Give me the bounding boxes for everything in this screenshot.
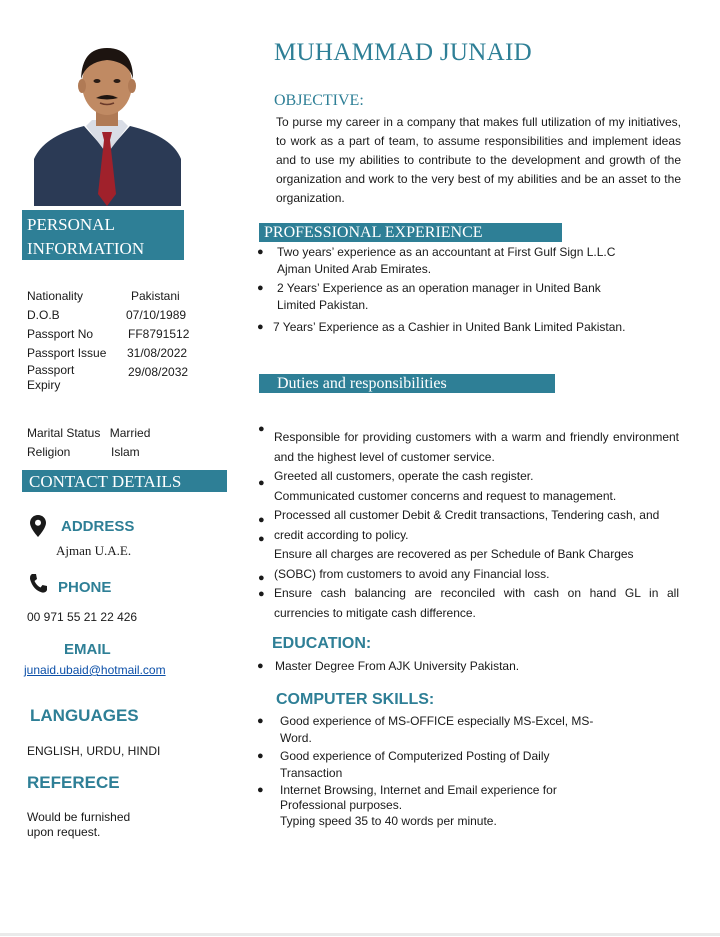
info-label: Passport No [27,327,94,341]
languages-value: ENGLISH, URDU, HINDI [27,744,161,758]
skills-list [257,713,677,830]
computer-skills-heading: COMPUTER SKILLS: [276,691,435,708]
list-item: Ensure cash balancing are reconciled with cash on hand GL in all currencies to mitigate cash difference. [274,586,679,620]
religion-label: Religion [27,445,71,459]
email-label: EMAIL [64,641,111,658]
info-value: 31/08/2022 [127,346,188,360]
marital-status-row [27,424,150,443]
profile-photo [34,34,181,206]
education-heading: EDUCATION: [272,635,372,652]
info-row [27,306,207,325]
contact-details-heading: CONTACT DETAILS [22,470,227,492]
professional-experience-heading: PROFESSIONAL EXPERIENCE [259,223,562,242]
marital-status-value: Married [109,426,151,440]
list-item: ● Master Degree From AJK University Pakistan. [257,659,520,673]
religion-row [27,443,207,462]
info-value: FF8791512 [128,327,190,341]
list-item: ● Two years’ experience as an accountant at First Gulf Sign L.L.C Ajman United Arab Emirates. [257,245,616,276]
email-link[interactable]: junaid.ubaid@hotmail.com [24,663,166,677]
reference-value: Would be furnished upon request. [27,810,131,839]
info-label: Passport Expiry [27,363,75,392]
list-item: ● Good experience of Computerized Posting of Daily Transaction [257,749,550,780]
experience-list [257,244,657,336]
languages-heading: LANGUAGES [30,706,139,725]
list-item: Greeted all customers, operate the cash register. [274,469,534,483]
address-label: ADDRESS [61,518,135,535]
personal-info-heading: PERSONAL INFORMATION [22,210,184,260]
info-row [27,363,207,393]
info-row [27,344,207,363]
info-value: 29/08/2032 [128,365,189,379]
phone-value: 00 971 55 21 22 426 [27,610,138,624]
page-edge [0,933,720,936]
list-item: Typing speed 35 to 40 words per minute. [280,814,497,828]
education-list [257,658,677,675]
list-item: ● 2 Years’ Experience as an operation manager in United Bank Limited Pakistan. [257,281,601,312]
info-value: Pakistani [131,289,180,303]
phone-label: PHONE [58,579,112,596]
list-item: Processed all customer Debit & Credit transactions, Tendering cash, and credit according to policy. [274,508,660,542]
marital-status-label: Marital Status [27,426,101,440]
info-value: 07/10/1989 [126,308,187,322]
list-item: ● 7 Years’ Experience as a Cashier in United Bank Limited Pakistan. [257,320,626,334]
candidate-name: MUHAMMAD JUNAID [274,39,532,66]
info-row [27,325,207,344]
list-item: Ensure all charges are recovered as per Schedule of Bank Charges (SOBC) from customers to avoid any Financial loss. [274,547,634,581]
info-label: Passport Issue [27,346,107,360]
duties-list: ● ● ● ● ● ● Responsible for providing customers with a warm and friendly environment and the highest level of customer service. Greeted all customers, operate the cash register. Communicated customer concerns and request to management. Processed all customer Debit & Credit transactions, Tendering cash, and credit according to policy. Ensure all charges are recovered as per Schedule of Bank Charges (SOBC) from customers to avoid any Financial loss. Ensure cash balancing are reconciled with cash on hand GL in all currencies to mitigate cash difference. [257,418,679,623]
objective-heading: OBJECTIVE: [274,92,364,109]
reference-heading: REFERECE [27,773,120,792]
phone-icon [29,573,47,593]
list-item: ● Good experience of MS-OFFICE especially MS-Excel, MS-Word. [257,714,594,745]
religion-value: Islam [111,445,140,459]
info-row [27,287,207,306]
objective-text: To purse my career in a company that makes full utilization of my initiatives, to work as a part of team, to assume responsibilities and implement ideas and to use my abilities to contribute to the development and growth of the organization and work to the very best of my abilities and be an asset to the organization. [276,115,681,205]
list-item: Communicated customer concerns and request to management. [274,488,617,503]
location-pin-icon [30,515,46,537]
address-value: Ajman U.A.E. [56,543,132,558]
list-item: ● Internet Browsing, Internet and Email experience for Professional purposes. [257,783,557,812]
duties-heading: Duties and responsibilities [259,374,555,393]
info-label: Nationality [27,289,84,303]
personal-info-table [27,287,207,393]
info-label: D.O.B [27,308,60,322]
list-item: Responsible for providing customers with a warm and friendly environment and the highest level of customer service. [274,430,679,464]
